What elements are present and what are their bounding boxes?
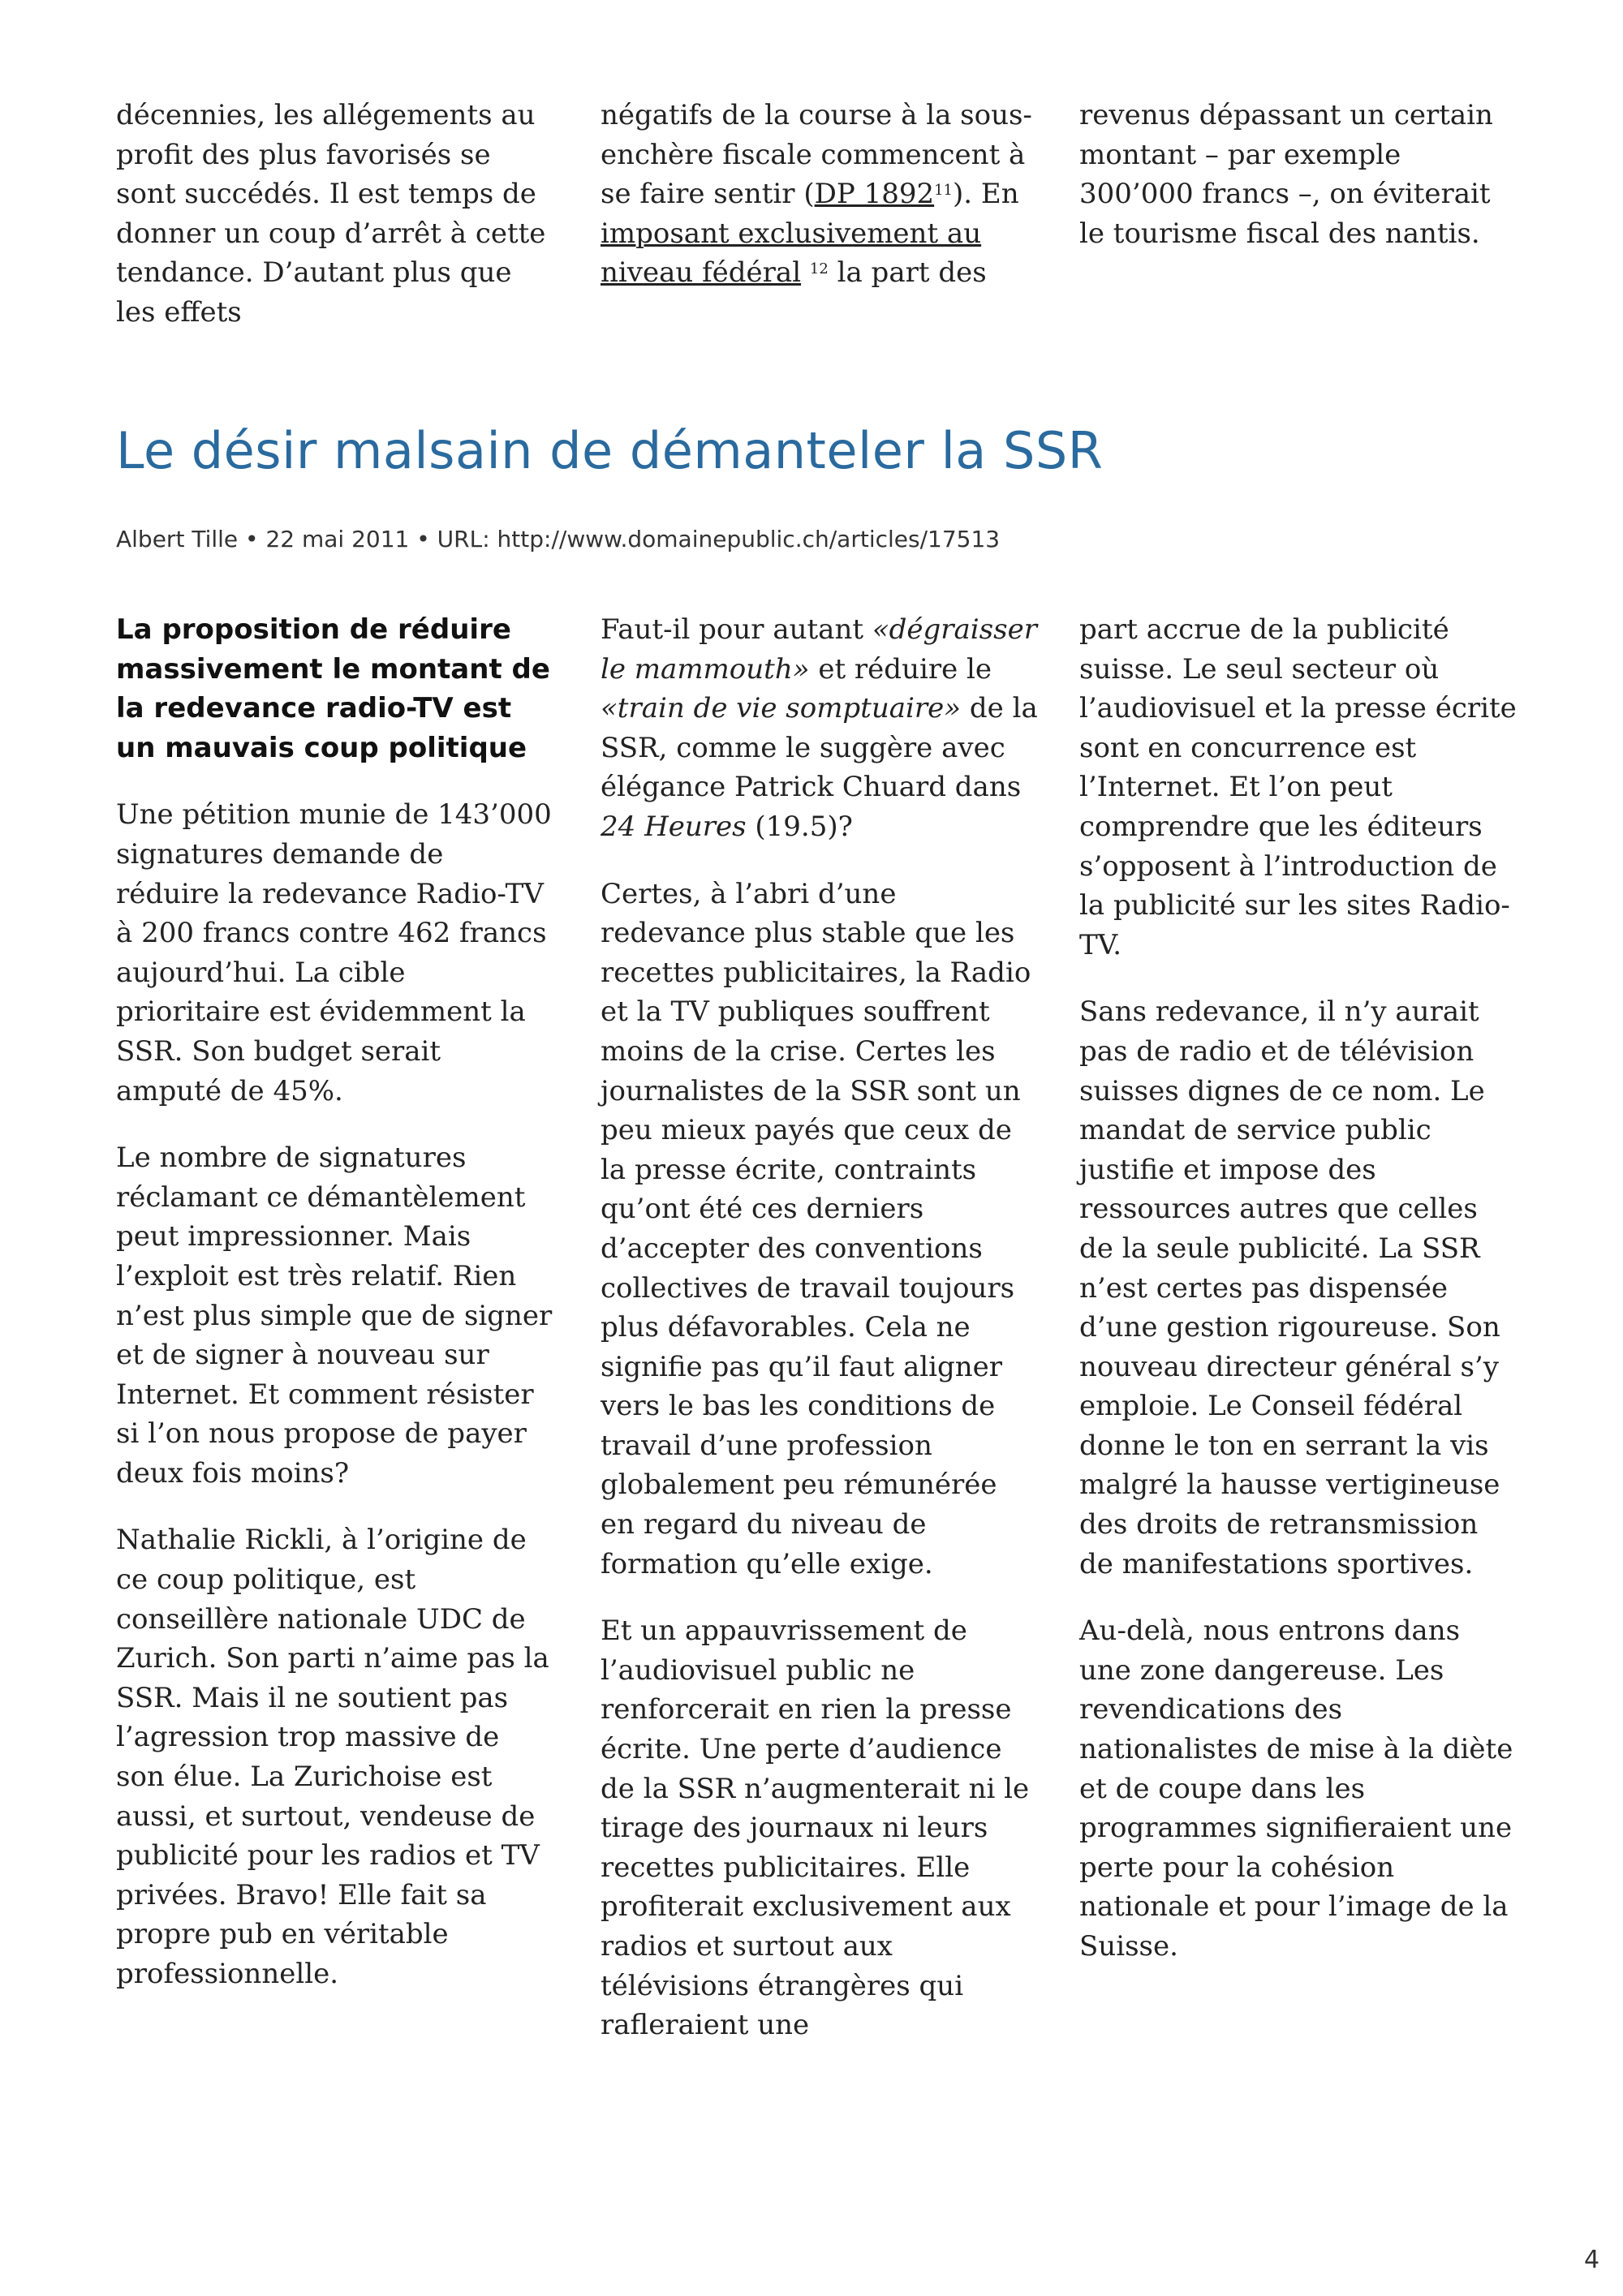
quote: «train de vie somptuaire» [601, 692, 962, 725]
quote: «dégraisser le mammouth» [601, 613, 1037, 686]
footnote-ref: 12 [809, 260, 829, 278]
page-number: 4 [1584, 2246, 1600, 2274]
article-lead: La proposition de réduire massivement le montant de la redevance radio-TV est un mauvais coup politique [116, 613, 550, 764]
paragraph: Et un appauvrissement de l’audiovisuel public ne renforcerait en rien la presse écrite. Une perte d’audience de la SSR n’augmenterait ni le tirage des journaux ni leurs recettes publicitaires. Elle profiterait exclusivement aux radios et surtout aux télévisions étrangères qui rafleraient une [601, 1615, 1030, 2042]
text: (19.5)? [746, 810, 853, 843]
text: négatifs de la course à la sous-enchère fiscale commencent à se faire sentir ( [601, 99, 1032, 211]
paragraph: Sans redevance, il n’y aurait pas de radio et de télévision suisses dignes de ce nom. Le mandat de service public justifie et impose des ressources autres que celles de la seule publicité. La SSR n’est certes pas dispensée d’une gestion rigoureuse. Son nouveau directeur général s’y emploie. Le Conseil fédéral donne le ton en serrant la vis malgré la hausse vertigineuse des droits de retransmission de manifestations sportives. [1079, 995, 1500, 1580]
paragraph: décennies, les allégements au profit des plus favorisés se sont succédés. Il est temps de donner un coup d’arrêt à cette tendance. D’autant plus que les effets [116, 99, 546, 329]
paragraph [601, 610, 1039, 847]
footnote-ref: 11 [934, 182, 954, 200]
publication-name: 24 Heures [601, 810, 747, 843]
prev-article-column-2 [601, 96, 1039, 293]
article-byline: Albert Tille • 22 mai 2011 • URL: http://www.domainepublic.ch/articles/17513 [116, 526, 1001, 553]
article-title: Le désir malsain de démanteler la SSR [116, 421, 1104, 480]
text: de la SSR, comme le suggère avec élégance Patrick Chuard dans [601, 692, 1038, 804]
article-column-2 [601, 610, 1039, 2045]
article-column-3 [1079, 610, 1518, 1967]
paragraph: part accrue de la publicité suisse. Le seul secteur où l’audiovisuel et la presse écrite sont en concurrence est l’Internet. Et l’on peut comprendre que les éditeurs s’opposent à l’introduction de la publicité sur les sites Radio-TV. [1079, 613, 1517, 961]
paragraph: Le nombre de signatures réclamant ce démantèlement peut impressionner. Mais l’exploit est très relatif. Rien n’est plus simple que de signer et de signer à nouveau sur Internet. Et comment résister si l’on nous propose de payer deux fois moins? [116, 1142, 553, 1490]
paragraph: Une pétition munie de 143’000 signatures demande de réduire la redevance Radio-TV à 200 francs contre 462 francs aujourd’hui. La cible prioritaire est évidemment la SSR. Son budget serait amputé de 45%. [116, 798, 552, 1107]
imposant-link[interactable]: imposant exclusivement au niveau fédéral [601, 217, 982, 290]
article-column-1 [116, 610, 554, 1994]
paragraph: Au-delà, nous entrons dans une zone dangereuse. Les revendications des nationalistes de mise à la diète et de coupe dans les programmes signifieraient une perte pour la cohésion nationale et pour l’image de la Suisse. [1079, 1615, 1513, 1963]
paragraph [601, 96, 1039, 293]
paragraph: revenus dépassant un certain montant – par exemple 300’000 francs –, on éviterait le tourisme fiscal des nantis. [1079, 99, 1493, 250]
prev-article-column-3 [1079, 96, 1518, 253]
dp-1892-link[interactable]: DP 1892 [814, 178, 935, 211]
text: Faut-il pour autant [601, 613, 872, 646]
text: la part des [828, 256, 987, 290]
prev-article-column-1 [116, 96, 554, 333]
paragraph: Certes, à l’abri d’une redevance plus stable que les recettes publicitaires, la Radio et la TV publiques souffrent moins de la crise. Certes les journalistes de la SSR sont un peu mieux payés que ceux de la presse écrite, contraints qu’ont été ces derniers d’accepter des conventions collectives de travail toujours plus défavorables. Cela ne signifie pas qu’il faut aligner vers le bas les conditions de travail d’une profession globalement peu rémunérée en regard du niveau de formation qu’elle exige. [601, 877, 1031, 1580]
text: et réduire le [809, 652, 992, 686]
text: ). En [953, 178, 1019, 211]
paragraph: Nathalie Rickli, à l’origine de ce coup politique, est conseillère nationale UDC de Zurich. Son parti n’aime pas la SSR. Mais il ne soutient pas l’agression trop massive de son élue. La Zurichoise est aussi, et surtout, vendeuse de publicité pour les radios et TV privées. Bravo! Elle fait sa propre pub en véritable professionnelle. [116, 1524, 549, 1990]
